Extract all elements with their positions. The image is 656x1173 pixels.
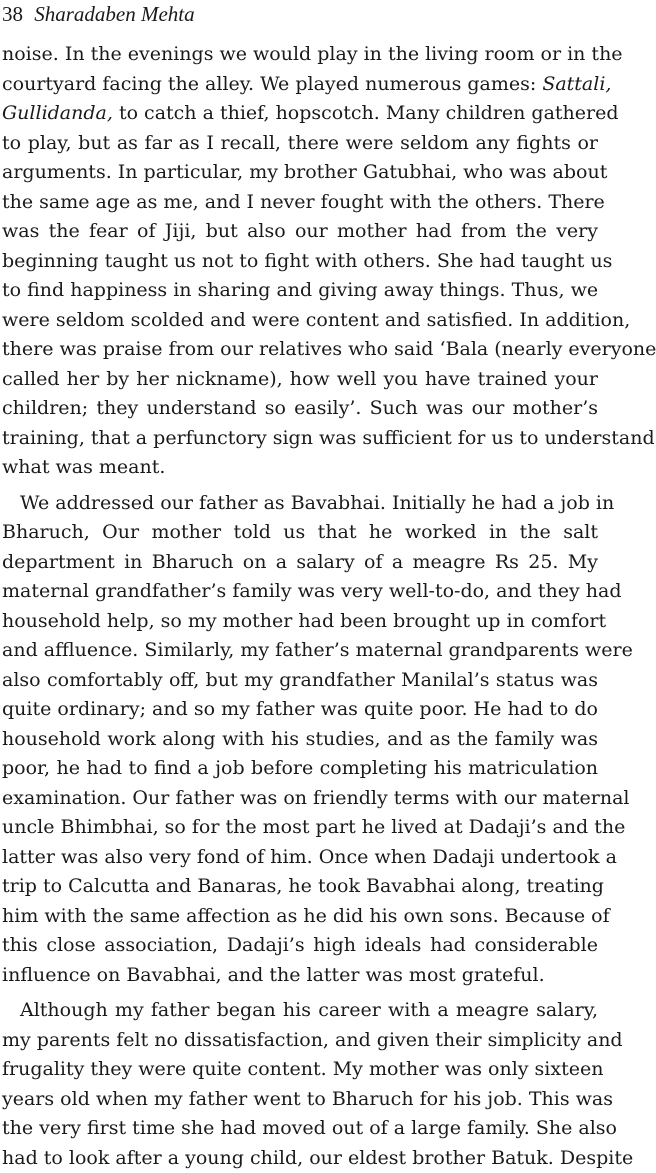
text-run: him with the same affection as he did his own sons. Because of [2, 905, 610, 927]
text-line [2, 518, 598, 548]
text-run: beginning taught us not to fight with others. She had taught us [2, 250, 612, 272]
text-line [2, 931, 598, 961]
text-run: noise. In the evenings we would play in the living room or in the [2, 43, 623, 65]
text-run: there was praise from our relatives who said ‘Bala (nearly everyone [2, 338, 656, 360]
paragraph [2, 996, 598, 1173]
text-line [2, 902, 598, 932]
text-run: Although my father began his career with a meagre salary, [20, 999, 598, 1021]
running-head [2, 0, 195, 28]
book-title: Sharadaben Mehta [34, 2, 194, 26]
text-run: household help, so my mother had been brought up in comfort [2, 610, 606, 632]
text-line [2, 813, 598, 843]
text-run: examination. Our father was on friendly terms with our maternal [2, 787, 630, 809]
text-run: my parents felt no dissatisfaction, and given their simplicity and [2, 1029, 623, 1051]
text-run: years old when my father went to Bharuch for his job. This was [2, 1088, 613, 1110]
text-line [2, 754, 598, 784]
text-run: this close association, Dadaji’s high ideals had considerable [2, 934, 598, 956]
text-line [2, 666, 598, 696]
text-line [2, 40, 598, 70]
text-line [2, 843, 598, 873]
text-run: to play, but as far as I recall, there were seldom any fights or [2, 132, 598, 154]
text-run: quite ordinary; and so my father was quite poor. He had to do [2, 698, 598, 720]
text-run: Bharuch, Our mother told us that he worked in the salt [2, 521, 598, 543]
text-line [2, 365, 598, 395]
text-line [2, 725, 598, 755]
text-line [2, 1055, 598, 1085]
text-line [2, 335, 598, 365]
text-line [2, 1144, 598, 1173]
text-line [2, 217, 598, 247]
text-run: household work along with his studies, and as the family was [2, 728, 598, 750]
text-run: what was meant. [2, 456, 165, 478]
page-number: 38 [2, 2, 23, 26]
text-run: the same age as me, and I never fought with the others. There [2, 191, 605, 213]
text-line [2, 577, 598, 607]
text-line [2, 424, 598, 454]
text-run: also comfortably off, but my grandfather Manilal’s status was [2, 669, 598, 691]
text-run: courtyard facing the alley. We played numerous games: [2, 73, 542, 95]
text-line [2, 784, 598, 814]
text-run: arguments. In particular, my brother Gatubhai, who was about [2, 161, 607, 183]
text-line [2, 99, 598, 129]
text-run: We addressed our father as Bavabhai. Initially he had a job in [20, 492, 614, 514]
text-line [2, 636, 598, 666]
italic-game-name: Sattali, [542, 73, 611, 95]
text-line [2, 276, 598, 306]
text-run: trip to Calcutta and Banaras, he took Bavabhai along, treating [2, 875, 604, 897]
text-line [2, 1026, 598, 1056]
text-run: the very first time she had moved out of a large family. She also [2, 1117, 617, 1139]
body-text [2, 40, 598, 1173]
text-run: was the fear of Jiji, but also our mother had from the very [2, 220, 598, 242]
text-line [2, 548, 598, 578]
text-run: training, that a perfunctory sign was sufficient for us to understand [2, 427, 655, 449]
text-run: had to look after a young child, our eldest brother Batuk. Despite [2, 1147, 633, 1169]
text-run: uncle Bhimbhai, so for the most part he lived at Dadaji’s and the [2, 816, 625, 838]
text-run: maternal grandfather’s family was very well-to-do, and they had [2, 580, 622, 602]
text-line [2, 394, 598, 424]
text-line [2, 1085, 598, 1115]
text-run: and affluence. Similarly, my father’s maternal grandparents were [2, 639, 633, 661]
text-line [2, 158, 598, 188]
text-run: children; they understand so easily’. Such was our mother’s [2, 397, 598, 419]
text-run: were seldom scolded and were content and satisfied. In addition, [2, 309, 630, 331]
italic-game-name: Gullidanda, [2, 102, 113, 124]
text-run: department in Bharuch on a salary of a meagre Rs 25. My [2, 551, 598, 573]
text-line [2, 961, 598, 991]
text-line [2, 247, 598, 277]
text-line [2, 607, 598, 637]
text-line [2, 188, 598, 218]
text-run: to find happiness in sharing and giving away things. Thus, we [2, 279, 598, 301]
text-line [2, 70, 598, 100]
text-run: poor, he had to find a job before completing his matriculation [2, 757, 598, 779]
text-run: to catch a thief, hopscotch. Many children gathered [113, 102, 619, 124]
text-line [2, 872, 598, 902]
text-run: latter was also very fond of him. Once when Dadaji undertook a [2, 846, 617, 868]
paragraph [2, 489, 598, 991]
text-run: influence on Bavabhai, and the latter was most grateful. [2, 964, 545, 986]
text-run: called her by her nickname), how well you have trained your [2, 368, 598, 390]
text-line [2, 489, 598, 519]
text-line [2, 453, 598, 483]
text-line [2, 129, 598, 159]
text-run: frugality they were quite content. My mother was only sixteen [2, 1058, 603, 1080]
text-line [2, 996, 598, 1026]
text-line [2, 306, 598, 336]
text-line [2, 1114, 598, 1144]
paragraph [2, 40, 598, 483]
text-line [2, 695, 598, 725]
